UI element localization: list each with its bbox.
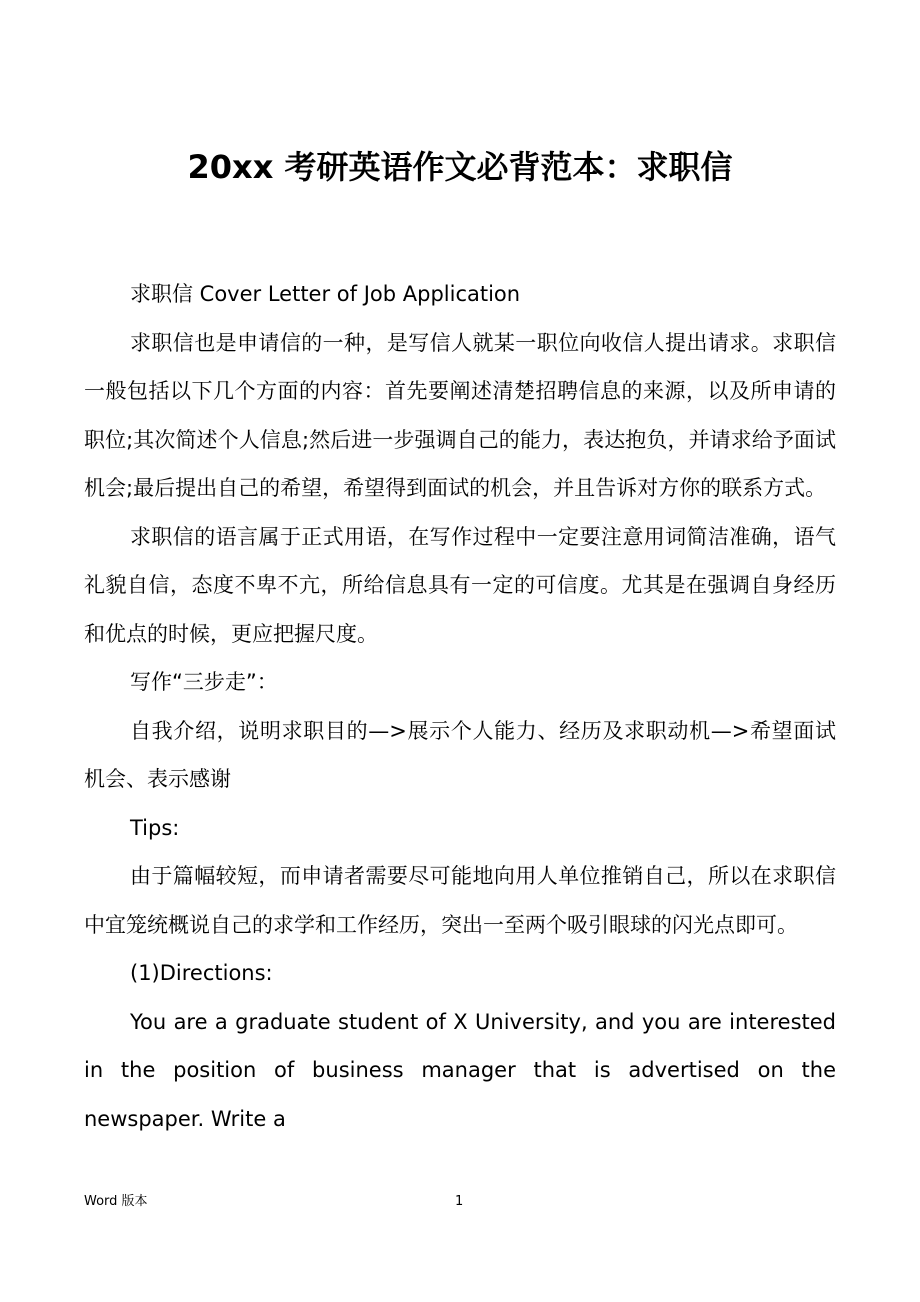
paragraph-tips: 由于篇幅较短，而申请者需要尽可能地向用人单位推销自己，所以在求职信中宜笼统概说自己的求学和工作经历，突出一至两个吸引眼球的闪光点即可。: [84, 864, 836, 937]
paragraph-heading: 求职信 Cover Letter of Job Application: [130, 282, 521, 306]
paragraph-three-steps: 自我介绍，说明求职目的—>展示个人能力、经历及求职动机—>希望面试机会、表示感谢: [84, 718, 836, 791]
paragraph-language: 求职信的语言属于正式用语，在写作过程中一定要注意用词简洁准确，语气礼貌自信，态度不卑不亢，所给信息具有一定的可信度。尤其是在强调自身经历和优点的时候，更应把握尺度。: [84, 524, 836, 646]
paragraph-directions-heading: (1)Directions:: [130, 961, 273, 985]
document-body: [84, 270, 836, 1143]
paragraph-directions: You are a graduate student of X University, and you are interested in the position of business manager that is advertised on the newspaper. Write a: [84, 1009, 836, 1131]
paragraph-intro: 求职信也是申请信的一种，是写信人就某一职位向收信人提出请求。求职信一般包括以下几个方面的内容：首先要阐述清楚招聘信息的来源，以及所申请的职位;其次简述个人信息;然后进一步强调自己的能力，表达抱负，并请求给予面试机会;最后提出自己的希望，希望得到面试的机会，并且告诉对方你的联系方式。: [84, 330, 836, 500]
paragraph-tips-heading: Tips:: [130, 815, 180, 840]
document-title: 20xx 考研英语作文必背范本：求职信: [187, 148, 733, 186]
footer-label: Word 版本: [84, 1194, 148, 1209]
paragraph-three-steps-heading: 写作“三步走”：: [130, 670, 278, 694]
page-number: 1: [455, 1194, 464, 1209]
